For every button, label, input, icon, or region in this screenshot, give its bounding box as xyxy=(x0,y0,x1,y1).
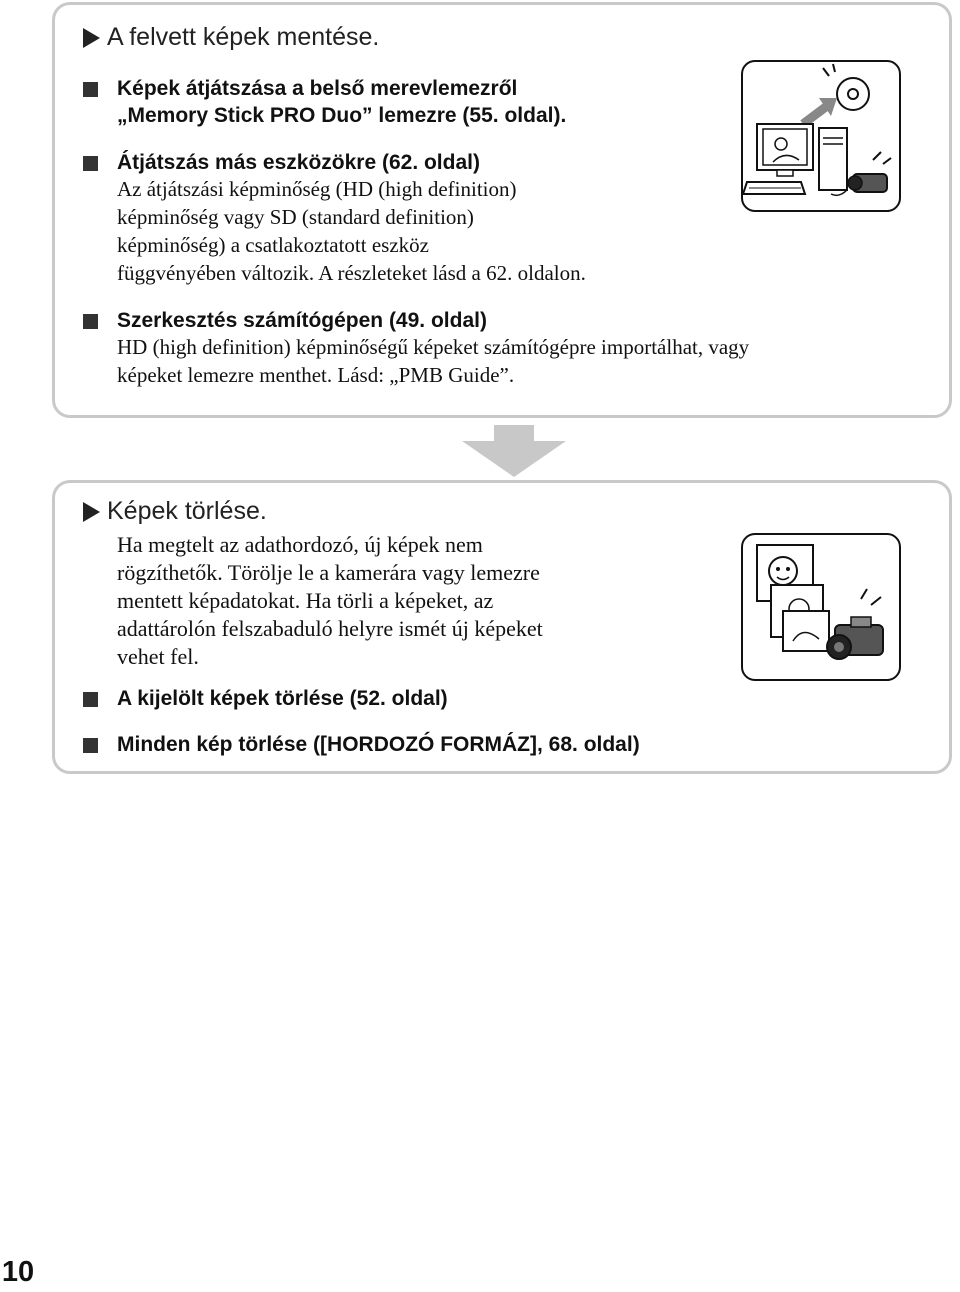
delete-images-heading xyxy=(83,497,267,526)
square-bullet-icon xyxy=(83,692,98,707)
square-bullet-icon xyxy=(83,156,98,171)
delete-item-1 xyxy=(83,687,448,711)
arrow-right-icon xyxy=(83,28,100,48)
square-bullet-icon xyxy=(83,82,98,97)
body-line: rögzíthetők. Törölje le a kamerára vagy lemezre xyxy=(117,560,540,585)
item-title: Szerkesztés számítógépen (49. oldal) xyxy=(117,309,487,332)
item-title: A kijelölt képek törlése (52. oldal) xyxy=(117,687,448,710)
photos-camcorder-icon xyxy=(741,533,901,681)
item-title: Átjátszás más eszközökre (62. oldal) xyxy=(117,151,480,174)
delete-item-2 xyxy=(83,733,640,757)
item-title: Minden kép törlése ([HORDOZÓ FORMÁZ], 68. oldal) xyxy=(117,733,640,756)
save-item-3 xyxy=(83,309,749,389)
item-line: HD (high definition) képminőségű képeket számítógépre importálhat, vagy xyxy=(117,335,750,359)
body-line: adattárolón felszabaduló helyre ismét új képeket xyxy=(117,616,543,641)
heading-text: Képek törlése. xyxy=(107,497,267,525)
computer-disc-camcorder-icon xyxy=(741,60,901,212)
square-bullet-icon xyxy=(83,738,98,753)
square-bullet-icon xyxy=(83,314,98,329)
item-line: függvényében változik. A részleteket lásd a 62. oldalon. xyxy=(117,261,586,285)
item-title: Képek átjátszása a belső merevlemezről xyxy=(117,77,518,100)
item-line: képminőség vagy SD (standard definition) xyxy=(117,205,474,229)
body-line: mentett képadatokat. Ha törli a képeket, az xyxy=(117,588,494,613)
flow-arrow-icon xyxy=(462,425,566,477)
save-images-heading xyxy=(83,23,379,52)
item-line: képeket lemezre menthet. Lásd: „PMB Guide”. xyxy=(117,363,515,387)
page-number: 10 xyxy=(1,1256,35,1288)
body-line: Ha megtelt az adathordozó, új képek nem xyxy=(117,532,483,557)
arrow-right-icon xyxy=(83,502,100,522)
item-line: Az átjátszási képminőség (HD (high definition) xyxy=(117,177,517,201)
save-item-1 xyxy=(83,77,566,131)
delete-body-text xyxy=(117,531,543,671)
item-line: képminőség) a csatlakoztatott eszköz xyxy=(117,233,429,257)
item-line: „Memory Stick PRO Duo” lemezre (55. oldal). xyxy=(117,104,567,127)
delete-images-panel xyxy=(52,480,952,774)
save-images-panel xyxy=(52,2,952,418)
save-item-2 xyxy=(83,151,586,287)
body-line: vehet fel. xyxy=(117,644,199,669)
heading-text: A felvett képek mentése. xyxy=(107,23,380,51)
